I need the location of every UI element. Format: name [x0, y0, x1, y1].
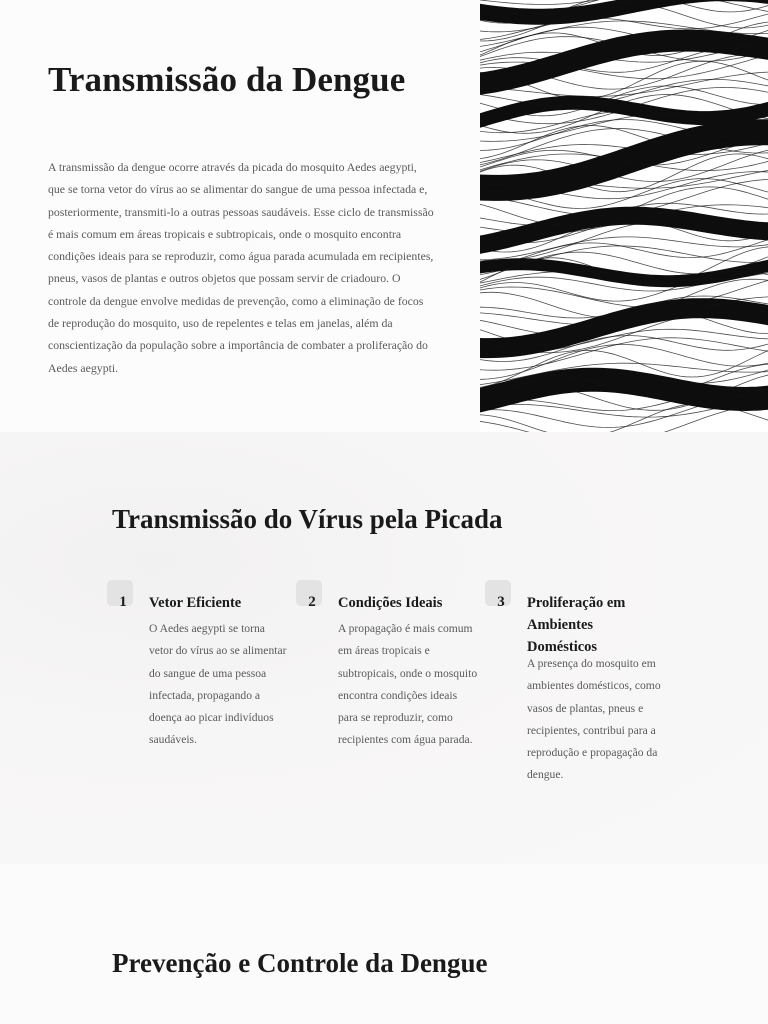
- step-text: A presença do mosquito em ambientes domésticos, como vasos de plantas, pneus e recipientes, contribui para a reprodução e propagação da dengue.: [527, 657, 661, 782]
- wave-band: [480, 308, 768, 348]
- step-title: Vetor Eficiente: [149, 595, 242, 611]
- step-text: A propagação é mais comum em áreas tropicais e subtropicais, onde o mosquito encontra condições ideais para se reproduzir, como recipientes com água parada.: [338, 622, 478, 747]
- step-number: 3: [497, 594, 505, 610]
- step-number: 1: [119, 594, 127, 610]
- prevention-section: [0, 864, 768, 1024]
- step-text: O Aedes aegypti se torna vetor do vírus ao se alimentar do sangue de uma pessoa infectada, propagando a doença ao picar indivíduos saudáveis.: [149, 622, 287, 747]
- virus-transmission-section: [0, 432, 768, 864]
- wave-band: [480, 103, 768, 124]
- step-number: 2: [308, 594, 316, 610]
- section-title-virus: Transmissão do Vírus pela Picada: [112, 504, 503, 534]
- hero-paragraph: A transmissão da dengue ocorre através da picada do mosquito Aedes aegypti, que se torna vetor do vírus ao se alimentar do sangue de uma pessoa infectada e, posteriormente, transmiti-lo a outras pessoas saudáveis. Esse ciclo de transmissão é mais comum em áreas tropicais e subtropicais, onde o mosquito encontra condições ideais para se reproduzir, como água parada acumulada em recipientes, pneus, vasos de plantas e outros objetos que possam servir de criadouro. O controle da dengue envolve medidas de prevenção, como a eliminação de focos de reprodução do mosquito, uso de repelentes e telas em janelas, além da conscientização da população sobre a importância de combater a proliferação do Aedes aegypti.: [48, 160, 434, 375]
- step-title: Condições Ideais: [338, 595, 443, 611]
- page-title: Transmissão da Dengue: [48, 60, 406, 99]
- abstract-waves-illustration: [480, 0, 768, 432]
- section-title-prevention: Prevenção e Controle da Dengue: [112, 948, 488, 978]
- step-title: Proliferação em Ambientes Domésticos: [527, 595, 626, 655]
- waves-svg: [480, 0, 768, 432]
- hero-section: [0, 0, 768, 432]
